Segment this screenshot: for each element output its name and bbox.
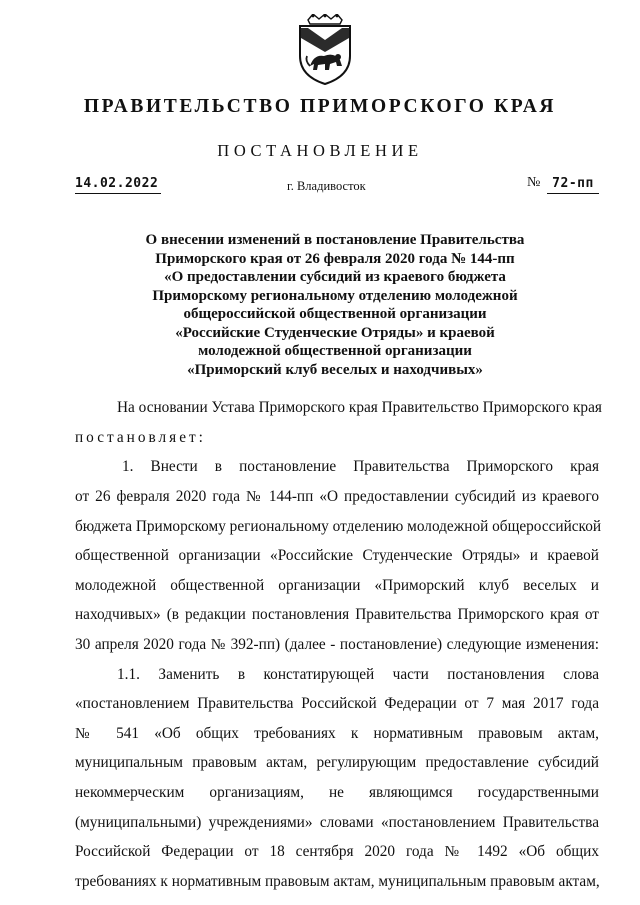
coat-of-arms-icon: [296, 14, 354, 86]
body-line: 1.1. Заменить в констатирующей части постановления слова: [117, 666, 599, 683]
subject-line: общероссийской общественной организации: [183, 306, 487, 322]
body-line: требованиях к нормативным правовым актам, муниципальным правовым актам,: [75, 873, 600, 890]
body-line: муниципальным правовым актам, регулирующим предоставление субсидий: [75, 754, 599, 771]
body-line: от 26 февраля 2020 года № 144-пп «О предоставлении субсидий из краевого: [75, 488, 599, 505]
body-line: На основании Устава Приморского края Правительство Приморского края: [117, 399, 602, 416]
body-line: находчивых» (в редакции постановления Правительства Приморского края от: [75, 606, 599, 623]
government-title: ПРАВИТЕЛЬСТВО ПРИМОРСКОГО КРАЯ: [83, 96, 557, 117]
body-line: молодежной общественной организации «Приморский клуб веселых и: [75, 577, 599, 594]
body-line: «постановлением Правительства Российской Федерации от 7 мая 2017 года: [75, 695, 599, 712]
body-line: Российской Федерации от 18 сентября 2020 года № 1492 «Об общих: [75, 843, 599, 860]
number-sign: №: [527, 175, 541, 190]
document-type: ПОСТАНОВЛЕНИЕ: [217, 141, 423, 160]
subject-line: «Приморский клуб веселых и находчивых»: [187, 361, 483, 378]
subject-line: «Российские Студенческие Отряды» и краевой: [175, 324, 495, 341]
subject-line: «О предоставлении субсидий из краевого бюджета: [164, 269, 506, 285]
document-subject: [100, 231, 570, 379]
body-line: № 541 «Об общих требованиях к нормативным правовым актам,: [75, 725, 599, 742]
body-line: некоммерческим организациям, не являющимся государственными: [75, 784, 599, 801]
subject-line: Приморскому региональному отделению молодежной: [152, 287, 518, 304]
body-line: (муниципальными) учреждениями» словами «постановлением Правительства: [75, 814, 599, 831]
body-line: 30 апреля 2020 года № 392-пп) (далее - постановление) следующие изменения:: [75, 636, 599, 653]
document-date: 14.02.2022: [75, 176, 161, 194]
document-city: г. Владивосток: [287, 179, 366, 193]
body-line: общественной организации «Российские Студенческие Отряды» и краевой: [75, 547, 599, 564]
subject-line: О внесении изменений в постановление Правительства: [145, 232, 525, 248]
body-line: бюджета Приморскому региональному отделению молодежной общероссийской: [75, 518, 602, 535]
subject-line: Приморского края от 26 февраля 2020 года № 144-пп: [155, 250, 515, 267]
body-line: постановляет:: [75, 429, 206, 446]
body-line: 1. Внести в постановление Правительства Приморского края: [122, 458, 599, 475]
subject-line: молодежной общественной организации: [198, 343, 472, 359]
document-number: 72-пп: [547, 176, 599, 194]
